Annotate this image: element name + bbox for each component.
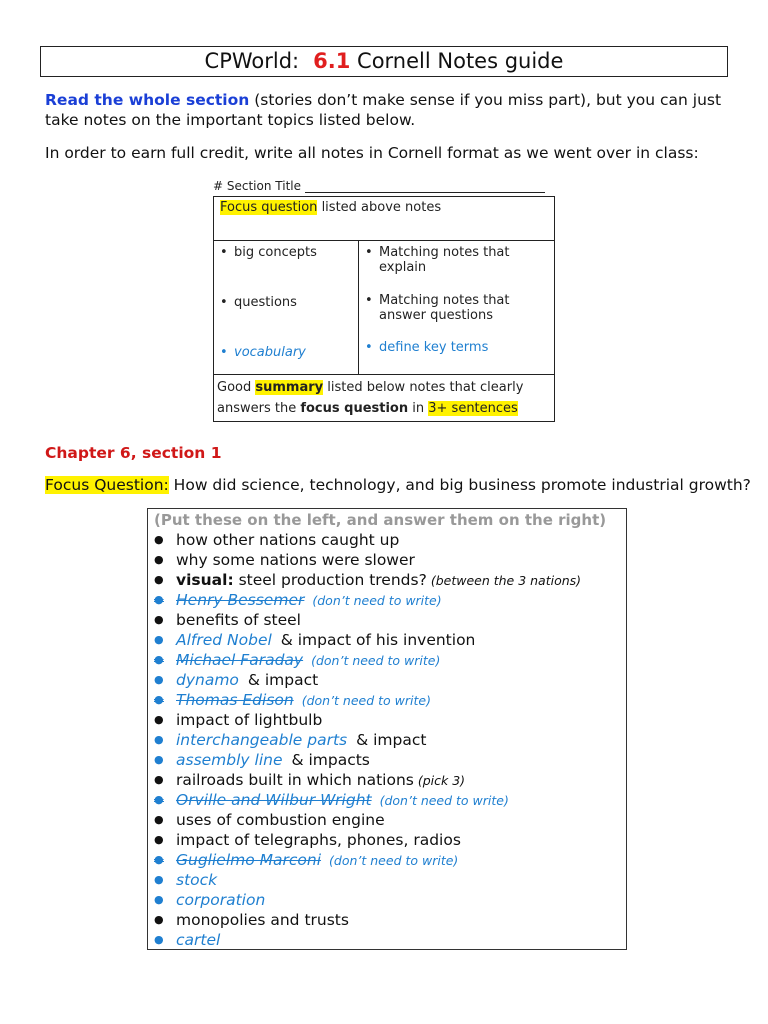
item-text: interchangeable parts: [176, 731, 348, 749]
title-suffix: Cornell Notes guide: [357, 49, 564, 73]
item-text: impact of telegraphs, phones, radios: [176, 831, 461, 849]
dont-need-to-write-note: (don’t need to write): [312, 593, 442, 608]
bullet: ●: [154, 790, 176, 810]
list-item: [154, 650, 620, 670]
bullet: ●: [154, 633, 164, 646]
list-item: [154, 590, 620, 610]
bullet: ●: [154, 933, 164, 946]
bullet: ●: [154, 650, 176, 670]
list-item: [154, 790, 620, 810]
list-item: [154, 810, 620, 830]
item-suffix: & impact: [351, 731, 427, 749]
bullet: ●: [154, 673, 164, 686]
bullet: ●: [154, 590, 176, 610]
note-item: • define key terms: [365, 340, 489, 355]
template-focus-row: Focus question listed above notes: [214, 197, 554, 241]
dont-need-to-write-note: (don’t need to write): [311, 653, 441, 668]
instruction-paragraph: In order to earn full credit, write all notes in Cornell format as we went over in class:: [45, 144, 699, 162]
item-aside: (pick 3): [417, 773, 466, 788]
bullet: ●: [154, 733, 164, 746]
note-item: • Matching notes that answer questions: [365, 293, 510, 323]
item-text: Orville and Wilbur Wright: [176, 791, 372, 809]
bullet: ●: [154, 873, 164, 886]
list-item: [154, 770, 620, 790]
summary-highlight: summary: [255, 380, 324, 395]
bullet: ●: [154, 833, 164, 846]
item-text: Guglielmo Marconi: [176, 851, 322, 869]
cue-item: • questions: [220, 295, 297, 310]
cue-item: • big concepts: [220, 245, 317, 260]
item-aside: (between the 3 nations): [430, 573, 582, 588]
item-text: Alfred Nobel: [176, 631, 272, 649]
item-prefix: visual:: [176, 571, 234, 589]
list-item: [154, 750, 620, 770]
title-prefix: CPWorld:: [204, 49, 300, 73]
cornell-template: [213, 177, 555, 422]
template-box: [213, 196, 555, 422]
section-title-line: # Section Title: [213, 177, 555, 196]
bullet: ●: [154, 773, 164, 786]
list-item: [154, 910, 620, 930]
list-item: [154, 690, 620, 710]
chapter-heading: Chapter 6, section 1: [45, 444, 222, 462]
bullet: ●: [154, 850, 176, 870]
list-item: [154, 530, 620, 550]
page-title: [40, 46, 728, 77]
list-item: [154, 710, 620, 730]
blank-line: [305, 181, 545, 193]
bullet: ●: [154, 813, 164, 826]
focus-question: [45, 475, 751, 495]
intro-rest: (stories don’t make sense if you miss part), but you can just take notes on the important topics listed below.: [45, 91, 722, 129]
item-text: steel production trends?: [233, 571, 427, 589]
item-text: monopolies and trusts: [176, 911, 349, 929]
item-text: why some nations were slower: [176, 551, 415, 569]
item-text: benefits of steel: [176, 611, 301, 629]
item-text: how other nations caught up: [176, 531, 400, 549]
template-notes-row: [214, 241, 554, 375]
item-suffix: & impact: [242, 671, 319, 689]
item-text: Henry Bessemer: [176, 591, 305, 609]
dont-need-to-write-note: (don’t need to write): [301, 693, 431, 708]
list-item: [154, 670, 620, 690]
note-item: • Matching notes that explain: [365, 245, 510, 275]
focus-question-highlight: Focus question: [220, 200, 318, 215]
sentences-highlight: 3+ sentences: [428, 401, 518, 416]
topics-list-box: [147, 508, 627, 950]
cue-item: • vocabulary: [220, 345, 306, 360]
item-text: dynamo: [176, 671, 239, 689]
list-item: [154, 850, 620, 870]
bullet: ●: [154, 893, 164, 906]
item-text: stock: [176, 871, 218, 889]
bullet: ●: [154, 533, 164, 546]
title-number: 6.1: [313, 49, 351, 73]
item-suffix: & impacts: [286, 751, 370, 769]
item-text: corporation: [176, 891, 266, 909]
item-text: Thomas Edison: [176, 691, 294, 709]
focus-question-text: How did science, technology, and big business promote industrial growth?: [168, 476, 751, 494]
template-cue-column: [214, 241, 359, 374]
bullet: ●: [154, 573, 164, 586]
intro-paragraph: [45, 90, 735, 130]
bullet: ●: [154, 753, 164, 766]
bullet: ●: [154, 690, 176, 710]
list-item: [154, 630, 620, 650]
list-item: [154, 830, 620, 850]
list-item: [154, 930, 620, 950]
bullet: ●: [154, 913, 164, 926]
item-text: assembly line: [176, 751, 283, 769]
dont-need-to-write-note: (don’t need to write): [329, 853, 459, 868]
item-text: railroads built in which nations: [176, 771, 414, 789]
list-header: (Put these on the left, and answer them on the right): [154, 511, 607, 529]
focus-question-label: Focus Question:: [45, 476, 169, 494]
template-summary-row: Good summary listed below notes that clearly answers the focus question in 3+ sentences: [217, 380, 524, 416]
item-text: impact of lightbulb: [176, 711, 323, 729]
list-item: [154, 870, 620, 890]
list-item: [154, 610, 620, 630]
item-text: Michael Faraday: [176, 651, 304, 669]
list-item: [154, 550, 620, 570]
template-notes-column: [359, 241, 554, 374]
read-whole-section: Read the whole section: [45, 91, 250, 109]
item-text: uses of combustion engine: [176, 811, 385, 829]
list-item: [154, 570, 620, 590]
bullet: ●: [154, 613, 164, 626]
list-item: [154, 890, 620, 910]
list-item: [154, 730, 620, 750]
bullet: ●: [154, 713, 164, 726]
item-text: cartel: [176, 931, 221, 949]
item-suffix: & impact of his invention: [275, 631, 476, 649]
bullet: ●: [154, 553, 164, 566]
dont-need-to-write-note: (don’t need to write): [379, 793, 509, 808]
topics-list: [154, 530, 620, 950]
